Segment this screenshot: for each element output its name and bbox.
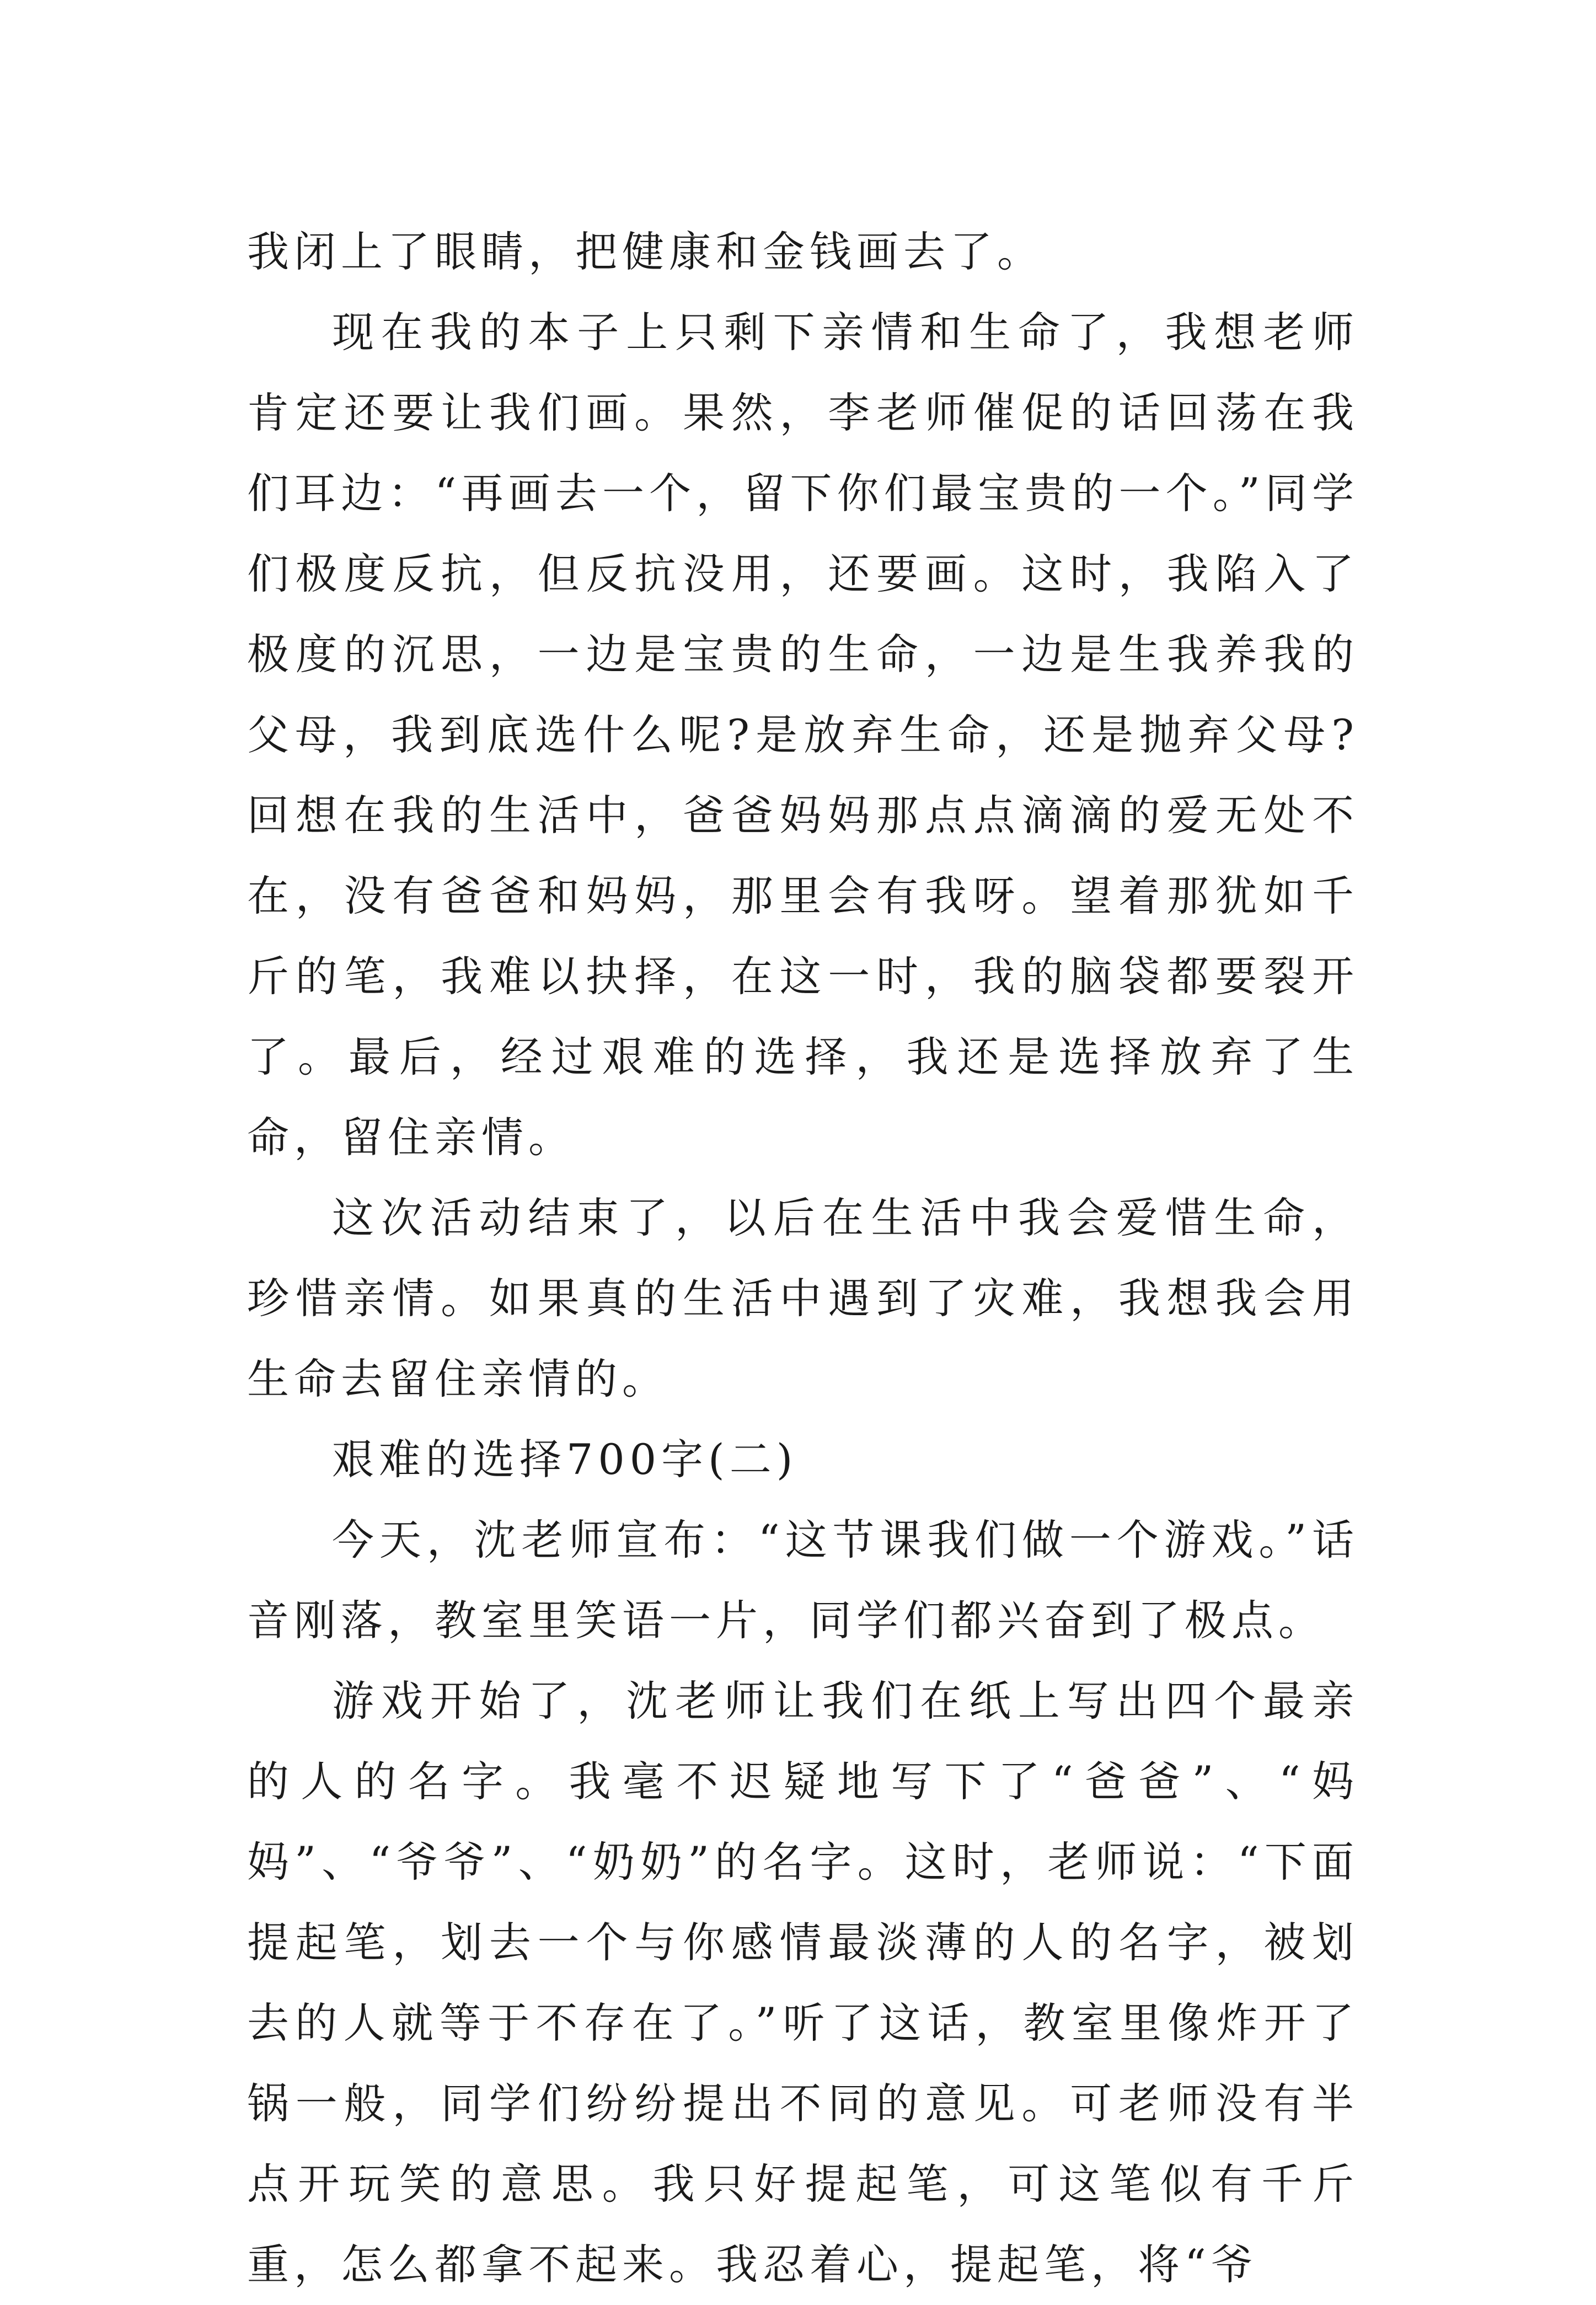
paragraph-choice: 现在我的本子上只剩下亲情和生命了，我想老师肯定还要让我们画。果然，李老师催促的话回荡在我们耳边：“再画去一个，留下你们最宝贵的一个。”同学们极度反抗，但反抗没用，还要画。这时，我陷入了极度的沉思，一边是宝贵的生命，一边是生我养我的父母，我到底选什么呢?是放弃生命，还是抛弃父母?回想在我的生活中，爸爸妈妈那点点滴滴的爱无处不在，没有爸爸和妈妈，那里会有我呀。望着那犹如千斤的笔，我难以抉择，在这一时，我的脑袋都要裂开了。最后，经过艰难的选择，我还是选择放弃了生命，留住亲情。 — [247, 308, 1359, 1162]
paragraph-intro: 今天，沈老师宣布：“这节课我们做一个游戏。”话音刚落，教室里笑语一片，同学们都兴奋到了极点。 — [247, 1515, 1359, 1645]
document-body — [247, 212, 1359, 2305]
paragraph-continuation: 我闭上了眼睛，把健康和金钱画去了。 — [247, 227, 1044, 276]
paragraph-game: 游戏开始了，沈老师让我们在纸上写出四个最亲的人的名字。我毫不迟疑地写下了“爸爸”、“妈妈”、“爷爷”、“奶奶”的名字。这时，老师说：“下面提起笔，划去一个与你感情最淡薄的人的名字，被划去的人就等于不存在了。”听了这话，教室里像炸开了锅一般，同学们纷纷提出不同的意见。可老师没有半点开玩笑的意思。我只好提起笔，可这笔似有千斤重，怎么都拿不起来。我忍着心，提起笔，将“爷 — [247, 1676, 1359, 2289]
paragraph-ending: 这次活动结束了，以后在生活中我会爱惜生命，珍惜亲情。如果真的生活中遇到了灾难，我想我会用生命去留住亲情的。 — [247, 1193, 1359, 1403]
section-title: 艰难的选择700字(二) — [332, 1435, 798, 1484]
